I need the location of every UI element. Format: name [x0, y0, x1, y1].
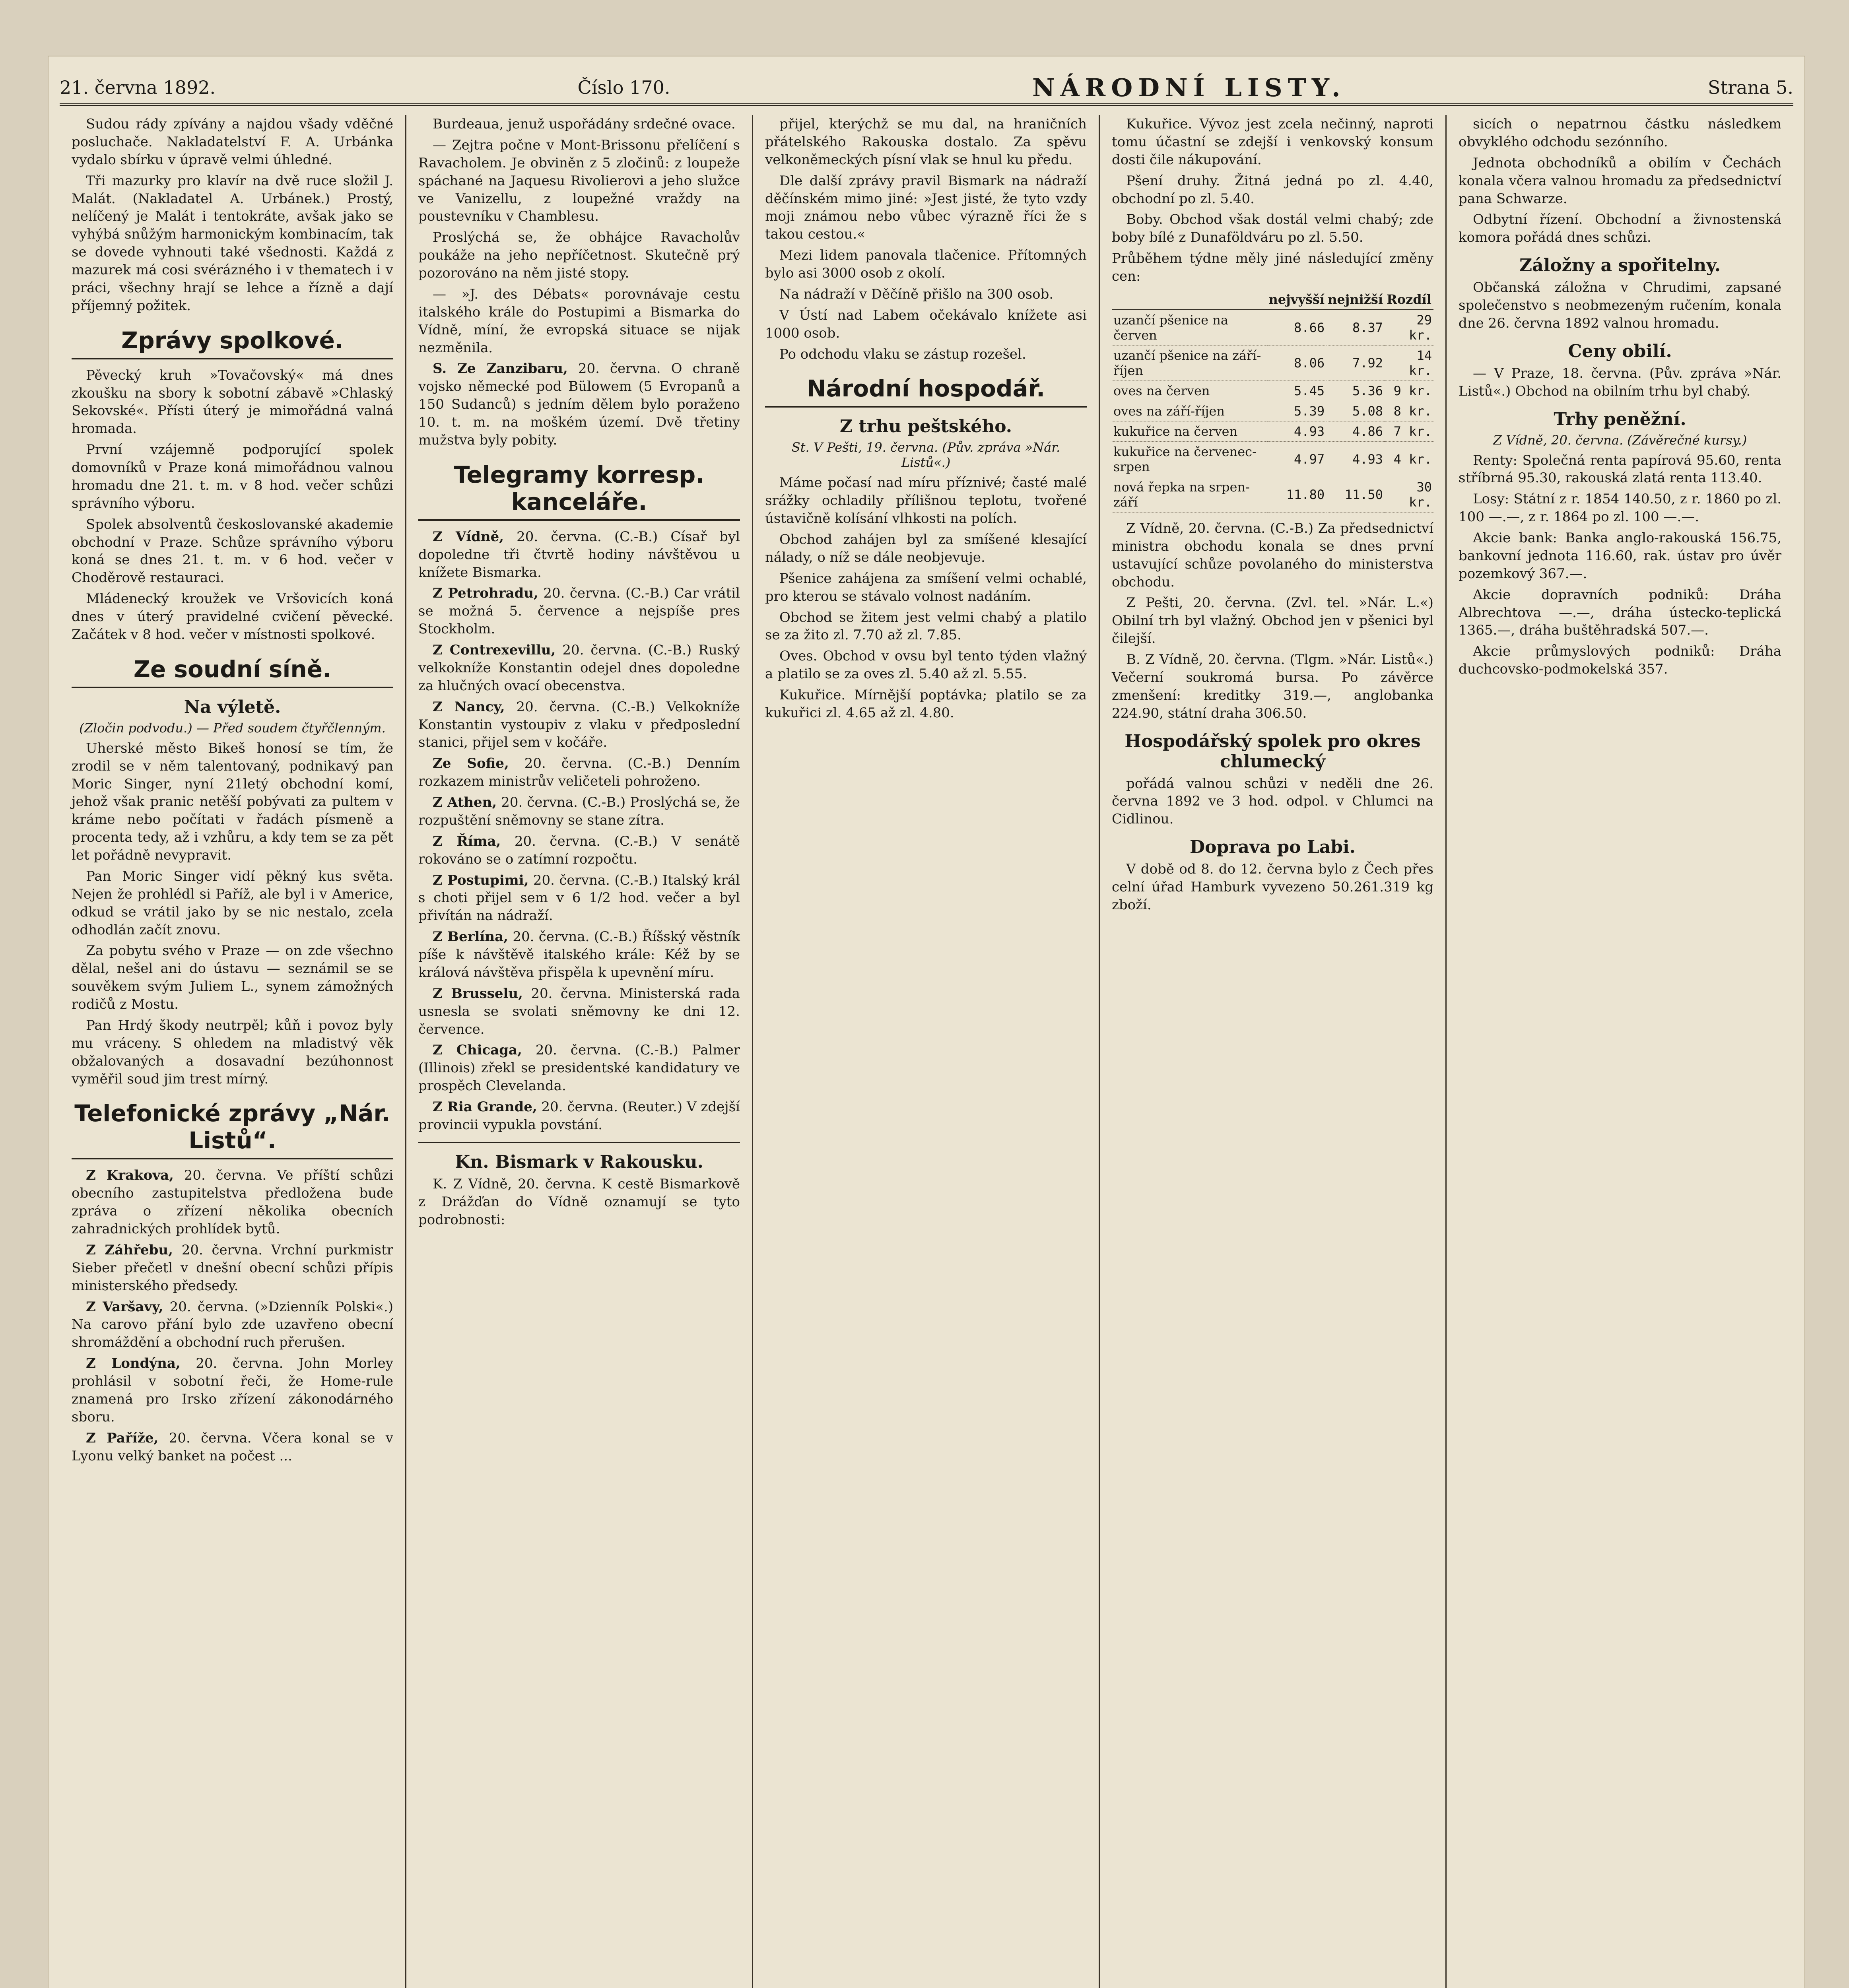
column-header: Rozdíl	[1385, 289, 1433, 310]
paragraph: Renty: Společná renta papírová 95.60, renta stříbrná 95.30, rakouská zlatá renta 113.40.	[1459, 452, 1781, 486]
telegram-place: Z Contrexevillu,	[433, 642, 556, 658]
paragraph: pořádá valnou schůzi v neděli dne 26. června 1892 ve 3 hod. odpol. v Chlumci na Cidlinou.	[1112, 775, 1433, 827]
paragraph: Z Vídně, 20. června. (C.-B.) Za předsednictví ministra obchodu konala se dnes první ustavující schůze povolaného do ministerstva obchodu.	[1112, 520, 1433, 590]
telegram-item	[418, 755, 740, 790]
telegram-item	[418, 360, 740, 449]
column-4	[1100, 115, 1447, 1988]
table-row	[1112, 310, 1433, 346]
price-cell: 11.50	[1326, 477, 1385, 512]
telegram-place: Z Říma,	[433, 833, 501, 849]
price-cell: 5.08	[1326, 401, 1385, 421]
column-5	[1447, 115, 1793, 1988]
table-row	[1112, 381, 1433, 401]
price-cell: 4.97	[1267, 441, 1327, 477]
telegram-text: Proslýchá se, že rozpuštění sněmovny se stane zítra.	[418, 794, 740, 828]
telegram-text: Italský král s choti přijel sem v 6 1/2 hod. večer a byl přivítán na nádraží.	[418, 872, 740, 924]
paragraph: Za pobytu svého v Praze — on zde všechno dělal, nešel ani do ústavu — seznámil se se souvěkem svým Juliem L., synem zámožných rodičů z Mostu.	[72, 943, 393, 1012]
paragraph: Mládenecký kroužek ve Vršovicích koná dnes v úterý pravidelné cvičení pěvecké. Začátek v 8 hod. večer v místnosti spolkové.	[72, 591, 393, 643]
paragraph: přijel, kterýchž se mu dal, na hraničních přátelského Rakouska dostalo. Za spěvu velkoněmeckých písní vlak se hnul ku předu.	[765, 116, 1087, 168]
telegram-text: Ve příští schůzi obecního zastupitelstva předložena bude zpráva o zřízení několika obecních zahradnických prohlídek bytů.	[72, 1167, 394, 1237]
paragraph: Pěvecký kruh »Tovačovský« má dnes zkoušku na sbory k sobotní zábavě »Chlaský Sekovské«. Přísti úterý je mimořádná valná hromada.	[72, 367, 393, 437]
paragraph: V Ústí nad Labem očekávalo knížete asi 1000 osob.	[765, 307, 1087, 341]
article-caption: St. V Pešti, 19. června. (Pův. zpráva »Nár. Listů«.)	[791, 440, 1060, 470]
telegram-date: 20. června.	[169, 1299, 249, 1315]
paragraph: Kukuřice. Mírnější poptávka; platilo se za kukuřici zl. 4.65 až zl. 4.80.	[765, 687, 1087, 721]
telegram-place: Z Paříže,	[86, 1430, 159, 1446]
newspaper-page	[48, 56, 1805, 1988]
article-title: Ceny obilí.	[1568, 341, 1672, 361]
column-header: nejvyšší	[1267, 289, 1327, 310]
telegram-text: V senátě rokováno se o zatímní rozpočtu.	[418, 833, 740, 867]
table-row	[1112, 441, 1433, 477]
telegram-text: Vrchní purkmistr Sieber přečetl v dnešní obecní schůzi přípis ministerského předsedy.	[72, 1242, 393, 1294]
telegram-text: Denním rozkazem ministrův veličeteli pohroženo.	[418, 755, 740, 790]
article-title: Doprava po Labi.	[1189, 837, 1356, 858]
paragraph: První vzájemně podporující spolek domovníků v Praze koná mimořádnou valnou hromadu dne 21. t. m. v 8 hod. večer schůzi správního výboru.	[72, 442, 393, 511]
price-cell: 5.39	[1267, 401, 1327, 421]
telegram-place: Ze Sofie,	[433, 755, 509, 772]
paragraph: K. Z Vídně, 20. června. K cestě Bismarkově z Drážďan do Vídně oznamují se tyto podrobnosti:	[418, 1176, 740, 1228]
paragraph: Občanská záložna v Chrudimi, zapsané společenstvo s neobmezeným ručením, konala dne 26. června 1892 valnou hromadu.	[1459, 280, 1781, 331]
article-caption: (Zločin podvodu.) — Před soudem čtyřčlenným.	[79, 720, 386, 736]
telegram-item	[418, 985, 740, 1039]
telegram-date: 20. června. (C.-B.)	[514, 833, 658, 849]
telegram-item	[418, 698, 740, 752]
telegram-item	[72, 1355, 393, 1426]
paragraph: Akcie dopravních podniků: Dráha Albrechtova —.—, dráha ústecko-teplická 1365.—, dráha buštěhradská 507.—.	[1459, 586, 1781, 639]
paragraph: Tři mazurky pro klavír na dvě ruce složil J. Malát. (Nakladatel A. Urbánek.) Prostý, nelíčený je Malát i tentokráte, avšak jako se vyhýbá snůžým harmonickým kombinacím, tak se dovede vyhnouti také všednosti. Každá z mazurek má cosi svérázného i v thematech i v práci, všechny hrají se lehce a řízně a dají příjemný požitek.	[72, 173, 393, 314]
paragraph: Uherské město Bikeš honosí se tím, že zrodil se v něm talentovaný, podnikavý pan Moric Singer, nyní 21letý obchodní komí, jehož však pranic netěší pobývati za pultem v kráme nebo počítati v řadách písmeně a procenta tedy, až i vzhůru, a kdy tem se za pět let pořádně nevypravit.	[72, 740, 393, 863]
telegram-place: Z Nancy,	[433, 699, 505, 715]
price-cell: 4.93	[1326, 441, 1385, 477]
paragraph: Obchod zahájen byl za smíšené klesající nálady, o níž se dále neobjevuje.	[765, 532, 1087, 565]
telegram-item	[418, 641, 740, 695]
table-intro: Průběhem týdne měly jiné následující změny cen:	[1112, 250, 1433, 284]
table-header-row	[1112, 289, 1433, 310]
telegram-place: Z Londýna,	[86, 1355, 181, 1372]
telegram-item	[418, 528, 740, 582]
telegram-text: Ruský velkokníže Konstantin odejel dnes dopoledne za hlučných ovací obecenstva.	[418, 642, 740, 694]
telegram-place: Z Athen,	[433, 794, 497, 810]
commodity-cell: uzančí pšenice na září-říjen	[1112, 345, 1267, 381]
paragraph: Obchod se žitem jest velmi chabý a platilo se za žito zl. 7.70 až zl. 7.85.	[765, 609, 1087, 643]
column-header	[1112, 289, 1267, 310]
issue-number: Číslo 170.	[577, 77, 670, 98]
telegram-text: Říšský věstník píše k návštěvě italského krále: Kéž by se králová návštěva přispěla k upevnění míru.	[418, 929, 740, 980]
telegram-item	[72, 1241, 393, 1295]
commodity-cell: uzančí pšenice na červen	[1112, 310, 1267, 346]
article-title: Záložny a spořitelny.	[1519, 255, 1721, 276]
telegram-place: Z Chicaga,	[433, 1042, 522, 1058]
telegram-place: Z Petrohradu,	[433, 585, 538, 602]
section-title-telegramy: Telegramy korresp. kanceláře.	[418, 461, 740, 521]
paragraph: V době od 8. do 12. června bylo z Čech přes celní úřad Hamburk vyvezeno 50.261.319 kg zboží.	[1112, 861, 1433, 913]
paragraph: Dle další zprávy pravil Bismark na nádraží děčínském mimo jiné: »Jest jisté, že tyto vzdy moji známou nebo vůbec výrazně říci že s takou cestou.«	[765, 173, 1087, 243]
telegram-date: 20. června.	[578, 361, 661, 377]
paragraph: Pšení druhy. Žitná jedná po zl. 4.40, obchodní po zl. 5.40.	[1112, 173, 1433, 207]
article-title: Z trhu peštského.	[839, 416, 1012, 437]
telegram-date: 20. června. (C.-B.)	[517, 528, 658, 545]
paragraph: Akcie průmyslových podniků: Dráha duchcovsko-podmokelská 357.	[1459, 643, 1781, 678]
paragraph: Oves. Obchod v ovsu byl tento týden vlažný a platilo se za oves zl. 5.40 až zl. 5.55.	[765, 648, 1087, 682]
telegram-date: 20. června. (C.-B.)	[535, 1042, 678, 1058]
telegram-date: 20. června.	[181, 1242, 263, 1258]
price-cell: 4.86	[1326, 421, 1385, 441]
paragraph: Pan Moric Singer vidí pěkný kus světa. Nejen že prohlédl si Paříž, ale byl i v Americe, odkud se vrátil jako by se nic nestalo, zcela odhodlán začít znovu.	[72, 868, 393, 938]
telegram-place: Z Berlína,	[433, 929, 508, 945]
paragraph: Pan Hrdý škody neutrpěl; kůň i povoz byly mu vráceny. S ohledem na mladistvý věk obžalovaných a dosavadní bezúhonnost vyměřil soud jim trest mírný.	[72, 1017, 393, 1087]
price-cell: 8 kr.	[1385, 401, 1433, 421]
telegram-text: V zdejší provincii vypukla povstání.	[418, 1099, 740, 1133]
price-cell: 14 kr.	[1385, 345, 1433, 381]
price-cell: 4.93	[1267, 421, 1327, 441]
divider	[418, 1142, 740, 1143]
article-title: Hospodářský spolek pro okres chlumecký	[1125, 731, 1421, 772]
telegram-item	[418, 1041, 740, 1095]
paragraph: — »J. des Débats« porovnávaje cestu italského krále do Postupimi a Bismarka do Vídně, míní, že evropská situace se nijak nezměnila.	[418, 286, 740, 356]
price-cell: 30 kr.	[1385, 477, 1433, 512]
telegram-text: Ministerská rada usnesla se svolati sněmovny ke dni 12. července.	[418, 985, 740, 1037]
telegram-text: Císař byl dopoledne tři čtvrtě hodiny návštěvou u knížete Bismarka.	[418, 528, 740, 580]
telegram-item	[418, 584, 740, 638]
article-title: Trhy peněžní.	[1554, 409, 1686, 429]
telegram-text: (»Dzienník Polski«.) Na carovo přání bylo zde uzavřeno obecní shromáždění a obchodní ruch přerušen.	[72, 1299, 393, 1351]
price-cell: 5.45	[1267, 381, 1327, 401]
telegram-place: Z Krakova,	[86, 1167, 174, 1184]
paragraph: Losy: Státní z r. 1854 140.50, z r. 1860 po zl. 100 —.—, z r. 1864 po zl. 100 —.—.	[1459, 491, 1781, 525]
telegram-place: Z Brusselu,	[433, 985, 523, 1002]
telegram-place: Z Ria Grande,	[433, 1099, 537, 1115]
telegram-text: Palmer (Illinois) zřekl se presidentské kandidatury ve prospěch Clevelanda.	[418, 1042, 740, 1094]
telegram-item	[418, 794, 740, 829]
paragraph: Spolek absolventů českoslovanské akademie obchodní v Praze. Schůze správního výboru koná se dnes 21. t. m. v 6 hod. večer v Choděrově restauraci.	[72, 516, 393, 586]
table-row	[1112, 401, 1433, 421]
telegram-text: Velkokníže Konstantin vystoupiv z vlaku v předposlední stanici, přijel sem v kočáře.	[418, 699, 740, 751]
telegram-text: Včera konal se v Lyonu velký banket na počest ...	[72, 1430, 394, 1464]
telegram-text: O chraně vojsko německé pod Bülowem (5 Evropanů a 150 Sudanců) s jedním dělem bylo poraženo 10. t. m. na moškém území. Dvě třetiny mužstva byly pobity.	[418, 361, 740, 448]
paragraph: Z Pešti, 20. června. (Zvl. tel. »Nár. L.«) Obilní trh byl vlažný. Obchod jen v pšenici byl čilejší.	[1112, 595, 1433, 647]
telegram-date: 20. června. (C.-B.)	[543, 585, 669, 602]
telegram-item	[72, 1167, 393, 1238]
section-title-spolky: Zprávy spolkové.	[72, 327, 393, 359]
page-number: Strana 5.	[1708, 77, 1793, 98]
telegram-place: Z Postupimi,	[433, 872, 529, 888]
price-cell: 9 kr.	[1385, 381, 1433, 401]
telegram-item	[418, 1098, 740, 1134]
table-row	[1112, 345, 1433, 381]
telegram-date: 20. června.	[184, 1167, 267, 1184]
paragraph: Burdeaua, jenuž uspořádány srdečné ovace.	[433, 116, 736, 132]
price-cell: 8.06	[1267, 345, 1327, 381]
telegram-date: 20. června. (C.-B.)	[513, 929, 638, 945]
telegram-date: 20. června. (C.-B.)	[501, 794, 626, 810]
commodity-cell: oves na červen	[1112, 381, 1267, 401]
paragraph: Po odchodu vlaku se zástup rozešel.	[779, 346, 1026, 362]
column-3	[753, 115, 1100, 1988]
paragraph: Kukuřice. Vývoz jest zcela nečinný, naproti tomu účastní se zdejší i venkovský konsum dosti čile nákupování.	[1112, 116, 1433, 168]
price-cell: 5.36	[1326, 381, 1385, 401]
column-2	[406, 115, 753, 1988]
article-title: Na výletě.	[184, 697, 281, 717]
page-header	[60, 72, 1793, 106]
paragraph: Boby. Obchod však dostál velmi chabý; zde boby bílé z Dunaföldváru po zl. 5.50.	[1112, 212, 1433, 246]
price-table	[1112, 289, 1433, 513]
telegram-date: 20. června.	[531, 985, 612, 1002]
telegram-item	[418, 928, 740, 982]
price-cell: 7.92	[1326, 345, 1385, 381]
telegram-date: 20. června. (C.-B.)	[524, 755, 671, 772]
column-1	[60, 115, 406, 1988]
section-title-soud: Ze soudní síně.	[72, 656, 393, 688]
paragraph: Odbytní řízení. Obchodní a živnostenská komora pořádá dnes schůzi.	[1459, 212, 1781, 246]
paragraph: Máme počasí nad míru příznivé; časté malé srážky ochladily přílišnou teplotu, tvořené ústavičně kolísání vlhkosti na polích.	[765, 475, 1087, 527]
telegram-text: Car vrátil se možná 5. července a nejspíše pres Stockholm.	[418, 585, 740, 637]
telegram-item	[72, 1298, 393, 1352]
price-cell: 8.37	[1326, 310, 1385, 346]
telegram-date: 20. června. (C.-B.)	[516, 699, 655, 715]
paragraph: Jednota obchodníků a obilím v Čechách konala včera valnou hromadu za předsednictví pana Schwarze.	[1459, 155, 1781, 207]
telegram-place: Z Záhřebu,	[86, 1242, 173, 1258]
paragraph: Pšenice zahájena za smíšení velmi ochablé, pro kterou se stávalo volnost nadáním.	[765, 570, 1087, 604]
telegram-date: 20. června. (C.-B.)	[562, 642, 692, 658]
telegram-item	[418, 833, 740, 868]
telegram-place: Z Varšavy,	[86, 1299, 163, 1315]
table-row	[1112, 477, 1433, 512]
paragraph: Proslýchá se, že obhájce Ravacholův poukáže na jeho nepříčetnost. Skutečně prý pozorováno na něm jisté stopy.	[418, 229, 740, 281]
section-title-telefonicke: Telefonické zprávy „Nár. Listů“.	[72, 1100, 393, 1159]
paragraph: — V Praze, 18. června. (Pův. zpráva »Nár. Listů«.) Obchod na obilním trhu byl chabý.	[1459, 365, 1781, 399]
telegram-date: 20. června. (C.-B.)	[533, 872, 658, 888]
telegram-item	[418, 872, 740, 925]
paragraph: Mezi lidem panovala tlačenice. Přítomných bylo asi 3000 osob z okolí.	[765, 247, 1087, 281]
section-title-hospodar: Národní hospodář.	[765, 375, 1087, 408]
telegram-date: 20. června.	[169, 1430, 252, 1446]
price-cell: 7 kr.	[1385, 421, 1433, 441]
paragraph: Sudou rády zpívány a najdou všady vděčné posluchače. Nakladatelství F. A. Urbánka vydalo sbírku v úpravě velmi úhledné.	[72, 116, 393, 168]
issue-date: 21. června 1892.	[60, 77, 216, 98]
paragraph: sicích o nepatrnou částku následkem obvyklého odchodu sezónního.	[1459, 116, 1781, 150]
telegram-item	[72, 1429, 393, 1465]
telegram-date: 20. června.	[196, 1355, 284, 1372]
price-cell: 29 kr.	[1385, 310, 1433, 346]
commodity-cell: kukuřice na červenec-srpen	[1112, 441, 1267, 477]
masthead: NÁRODNÍ LISTY.	[1032, 73, 1346, 102]
price-cell: 8.66	[1267, 310, 1327, 346]
column-header: nejnižší	[1326, 289, 1385, 310]
article-title: Kn. Bismark v Rakousku.	[455, 1151, 703, 1172]
price-cell: 11.80	[1267, 477, 1327, 512]
paragraph: — Zejtra počne v Mont-Brissonu přelíčení s Ravacholem. Je obviněn z 5 zločinů: z loupeže spáchané na Jaquesu Rivolierovi a jeho služce ve Vanizellu, z loupežné vraždy na poustevníku v Chamblesu.	[418, 137, 740, 225]
commodity-cell: kukuřice na červen	[1112, 421, 1267, 441]
commodity-cell: nová řepka na srpen-září	[1112, 477, 1267, 512]
paragraph: Akcie bank: Banka anglo-rakouská 156.75, bankovní jednota 116.60, rak. ústav pro úvěr pozemkový 367.—.	[1459, 530, 1781, 582]
article-caption: Z Vídně, 20. června. (Závěrečné kursy.)	[1493, 432, 1747, 448]
telegram-place: Z Vídně,	[433, 528, 504, 545]
table-row	[1112, 421, 1433, 441]
telegram-place: S. Ze Zanzibaru,	[433, 361, 568, 377]
telegram-date: 20. června. (Reuter.)	[541, 1099, 683, 1115]
columns	[60, 115, 1793, 1988]
paragraph: Na nádraží v Děčíně přišlo na 300 osob.	[779, 286, 1054, 302]
price-cell: 4 kr.	[1385, 441, 1433, 477]
telegram-text: John Morley prohlásil v sobotní řeči, že Home-rule znamená pro Irsko zřízení zákonodárného sboru.	[72, 1355, 393, 1425]
commodity-cell: oves na září-říjen	[1112, 401, 1267, 421]
paragraph: B. Z Vídně, 20. června. (Tlgm. »Nár. Listů«.) Večerní soukromá bursa. Po závěrce zmenšení: kreditky 319.—, anglobanka 224.90, státní draha 306.50.	[1112, 652, 1433, 721]
